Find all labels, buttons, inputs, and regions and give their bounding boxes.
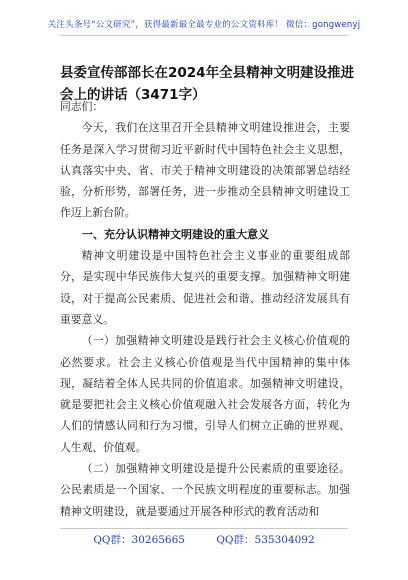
footer xyxy=(0,532,408,547)
footer-qq-group-1: QQ群：30265665 xyxy=(93,534,185,546)
document-body xyxy=(60,96,350,522)
section-paragraph: 精神文明建设是中国特色社会主义事业的重要组成部分，是实现中华民族伟大复兴的重要支撑。加强精神文明建设，对于提高公民素质、促进社会和谐、推动经济发展具有重要意义。 xyxy=(60,249,350,326)
section-paragraph: （二）加强精神文明建设是提升公民素质的重要途径。公民素质是一个国家、一个民族文明程度的重要标志。加强精神文明建设，就是要通过开展各种形式的教育活动和 xyxy=(60,462,350,518)
header-banner: 关注头条号“公文研究”，获得最新最全最专业的公文资料库！ 微信：gongwenyj xyxy=(47,20,361,30)
document-title: 县委宣传部部长在2024年全县精神文明建设推进会上的讲话（3471字） xyxy=(60,65,355,103)
section-heading: 一、充分认识精神文明建设的重大意义 xyxy=(82,227,269,241)
footer-divider xyxy=(60,528,348,529)
footer-qq-group-2: QQ群：535304092 xyxy=(216,534,315,546)
header-divider xyxy=(60,35,348,36)
intro-paragraph: 今天，我们在这里召开全县精神文明建设推进会，主要任务是深入学习贯彻习近平新时代中国特色社会主义思想，认真落实中央、省、市关于精神文明建设的决策部署总结经验，分析形势，部署任务，进一步推动全县精神文明建设工作迈上新台阶。 xyxy=(60,121,350,220)
salutation: 同志们： xyxy=(60,100,104,113)
section-paragraph: （一）加强精神文明建设是践行社会主义核心价值观的必然要求。社会主义核心价值观是当代中国精神的集中体现，凝结着全体人民共同的价值追求。加强精神文明建设，就是要把社会主义核心价值观融入社会发展各方面，转化为人们的情感认同和行为习惯，引导人们树立正确的世界观、人生观、价值观。 xyxy=(60,334,350,454)
